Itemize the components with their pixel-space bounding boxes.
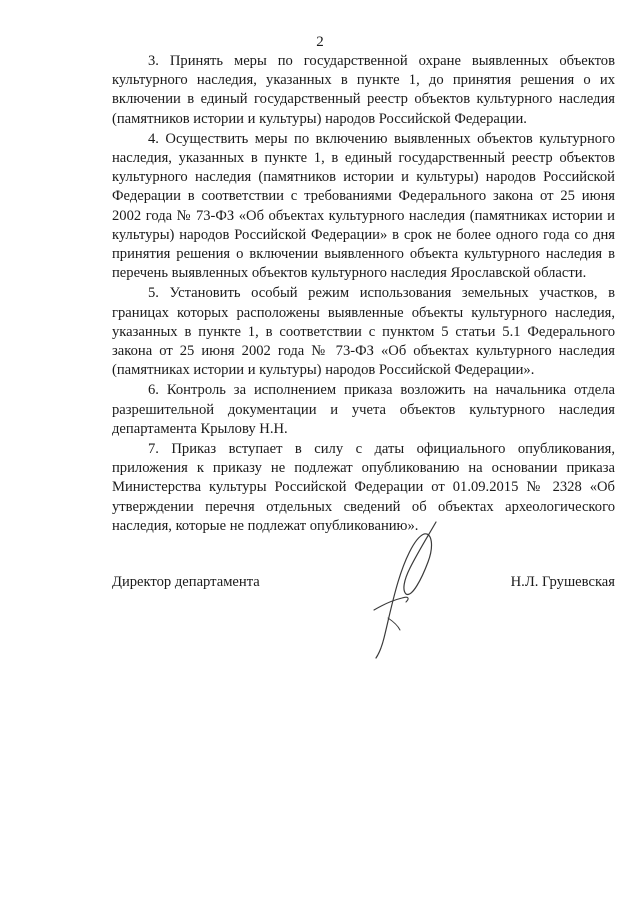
document-body	[112, 52, 615, 537]
signatory-title: Директор департамента	[112, 574, 260, 590]
signature-block	[112, 573, 615, 595]
paragraph-item-5: 5. Установить особый режим использования земельных участков, в границах которых расположены выявленные объекты культурного наследия, указанных в пункте 1, в соответствии с пунктом 5 статьи 5.1 Федерального закона от 25 июня 2002 года № 73-ФЗ «Об объектах культурного наследия (памятниках истории и культуры) народов Российской Федерации».	[112, 285, 615, 379]
page-number: 2	[316, 34, 324, 50]
paragraph-item-6: 6. Контроль за исполнением приказа возложить на начальника отдела разрешительной документации и учета объектов культурного наследия департамента Крылову Н.Н.	[112, 382, 615, 437]
signatory-name: Н.Л. Грушевская	[510, 574, 615, 590]
paragraph-item-3: 3. Принять меры по государственной охране выявленных объектов культурного наследия, указанных в пункте 1, до принятия решения о их включении в единый государственный реестр объектов культурного наследия (памятников истории и культуры) народов Российской Федерации.	[112, 53, 615, 127]
paragraph-item-4: 4. Осуществить меры по включению выявленных объектов культурного наследия, указанных в пункте 1, в единый государственный реестр объектов культурного наследия (памятников истории и культуры) народов Российской Федерации в соответствии с требованиями Федерального закона от 25 июня 2002 года № 73-ФЗ «Об объектах культурного наследия (памятниках истории и культуры) народов Российской Федерации» в срок не более одного года со дня принятия решения о включении выявленного объекта культурного наследия в перечень выявленных объектов культурного наследия Ярославской области.	[112, 130, 615, 282]
paragraph-item-7: 7. Приказ вступает в силу с даты официального опубликования, приложения к приказу не подлежат опубликованию на основании приказа Министерства культуры Российской Федерации от 01.09.2015 № 2328 «Об утверждении перечня отдельных сведений об объектах археологического наследия, которые не подлежат опубликованию».	[112, 441, 615, 534]
